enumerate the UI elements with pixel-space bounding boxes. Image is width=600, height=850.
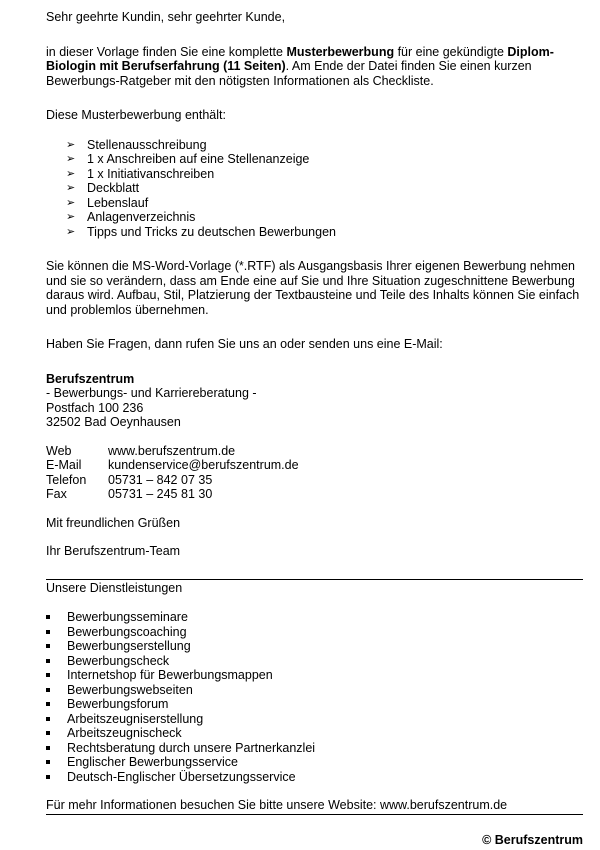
company-city: 32502 Bad Oeynhausen [46, 415, 181, 429]
greeting: Sehr geehrte Kundin, sehr geehrter Kunde, [46, 10, 286, 24]
square-bullet-icon [46, 760, 50, 764]
arrow-bullet-icon: ➢ [66, 196, 76, 209]
fax-number: 05731 – 245 81 30 [108, 487, 213, 501]
service-item: Internetshop für Bewerbungsmappen [46, 668, 583, 683]
square-bullet-icon [46, 615, 50, 619]
service-item: Rechtsberatung durch unsere Partnerkanzlei [46, 741, 583, 756]
intro-text-1: in dieser Vorlage finden Sie eine komplette [46, 44, 287, 59]
word-template-paragraph: Sie können die MS-Word-Vorlage (*.RTF) als Ausgangsbasis Ihrer eigenen Bewerbung nehmen und sie so verändern, dass am Ende eine auf Sie und Ihre Situation zugeschnittene Bewerbung daraus wird. Aufbau, Stil, Platzierung der Textbausteine und Teile des Inhalts können Sie einfach und problemlos übernehmen. [46, 259, 580, 317]
contents-item: ➢ Lebenslauf [66, 195, 149, 210]
arrow-bullet-icon: ➢ [66, 167, 76, 180]
contact-row-email: E-Mail kundenservice@berufszentrum.de [46, 458, 299, 472]
arrow-bullet-icon: ➢ [66, 153, 76, 165]
closing: Mit freundlichen Grüßen [46, 515, 181, 530]
document-page [46, 10, 583, 847]
intro-bold-1: Musterbewerbung [286, 44, 395, 59]
service-item: Arbeitszeugnischeck [46, 726, 583, 741]
arrow-bullet-icon: ➢ [66, 182, 76, 194]
service-item: Englischer Bewerbungsservice [46, 755, 583, 770]
contents-item: ➢ Tipps und Tricks zu deutschen Bewerbungen [66, 224, 336, 239]
copyright: © Berufszentrum [482, 832, 583, 847]
services-list [46, 610, 583, 784]
divider [46, 579, 583, 580]
phone-number: 05731 – 842 07 35 [108, 472, 213, 487]
square-bullet-icon [46, 731, 50, 735]
company-postbox: Postfach 100 236 [46, 400, 144, 415]
company-name: Berufszentrum [46, 371, 135, 386]
square-bullet-icon [46, 659, 50, 663]
signature: Ihr Berufszentrum-Team [46, 544, 181, 558]
contents-item: ➢ Anlagenverzeichnis [66, 210, 196, 224]
service-item: Bewerbungscheck [46, 654, 583, 669]
square-bullet-icon [46, 702, 50, 706]
intro-text-3: . Am Ende der Datei finden Sie einen kurzen Bewerbungs-Ratgeber mit den nötigsten Informationen als Checkliste. [46, 59, 532, 88]
contents-list [46, 138, 583, 240]
square-bullet-icon [46, 746, 50, 750]
company-address [46, 372, 583, 430]
service-item: Bewerbungsseminare [46, 610, 583, 625]
square-bullet-icon [46, 644, 50, 648]
square-bullet-icon [46, 775, 50, 779]
questions-paragraph: Haben Sie Fragen, dann rufen Sie uns an oder senden uns eine E-Mail: [46, 337, 443, 351]
contents-item: ➢ 1 x Anschreiben auf eine Stellenanzeige [66, 152, 310, 166]
service-item: Arbeitszeugniserstellung [46, 712, 583, 727]
email-link[interactable]: kundenservice@berufszentrum.de [108, 458, 299, 472]
contact-row-phone: Telefon 05731 – 842 07 35 [46, 473, 299, 488]
contact-row-fax: Fax 05731 – 245 81 30 [46, 487, 299, 502]
contents-item: ➢ 1 x Initiativanschreiben [66, 166, 215, 181]
square-bullet-icon [46, 717, 50, 721]
website-note: Für mehr Informationen besuchen Sie bitte unsere Website: www.berufszentrum.de [46, 798, 583, 815]
service-item: Bewerbungserstellung [46, 639, 583, 654]
services-title: Unsere Dienstleistungen [46, 580, 183, 595]
arrow-bullet-icon: ➢ [66, 138, 76, 151]
web-link[interactable]: www.berufszentrum.de [108, 443, 236, 458]
service-item: Deutsch-Englischer Übersetzungsservice [46, 770, 583, 785]
contact-table [46, 444, 299, 502]
intro-text-2: für eine gekündigte [394, 44, 508, 59]
company-tagline: - Bewerbungs- und Karriereberatung - [46, 386, 257, 400]
service-item: Bewerbungscoaching [46, 625, 583, 640]
arrow-bullet-icon: ➢ [66, 225, 76, 238]
arrow-bullet-icon: ➢ [66, 211, 76, 223]
square-bullet-icon [46, 673, 50, 677]
contents-item: ➢ Deckblatt [66, 181, 140, 195]
square-bullet-icon [46, 688, 50, 692]
intro-paragraph [46, 45, 583, 89]
contact-row-web: Web www.berufszentrum.de [46, 444, 299, 459]
square-bullet-icon [46, 630, 50, 634]
service-item: Bewerbungswebseiten [46, 683, 583, 698]
contents-heading: Diese Musterbewerbung enthält: [46, 108, 226, 122]
service-item: Bewerbungsforum [46, 697, 583, 712]
contents-item: ➢ Stellenausschreibung [66, 137, 207, 152]
intro-bold-2: Diplom-Biologin mit Berufserfahrung (11 Seiten) [46, 44, 554, 73]
